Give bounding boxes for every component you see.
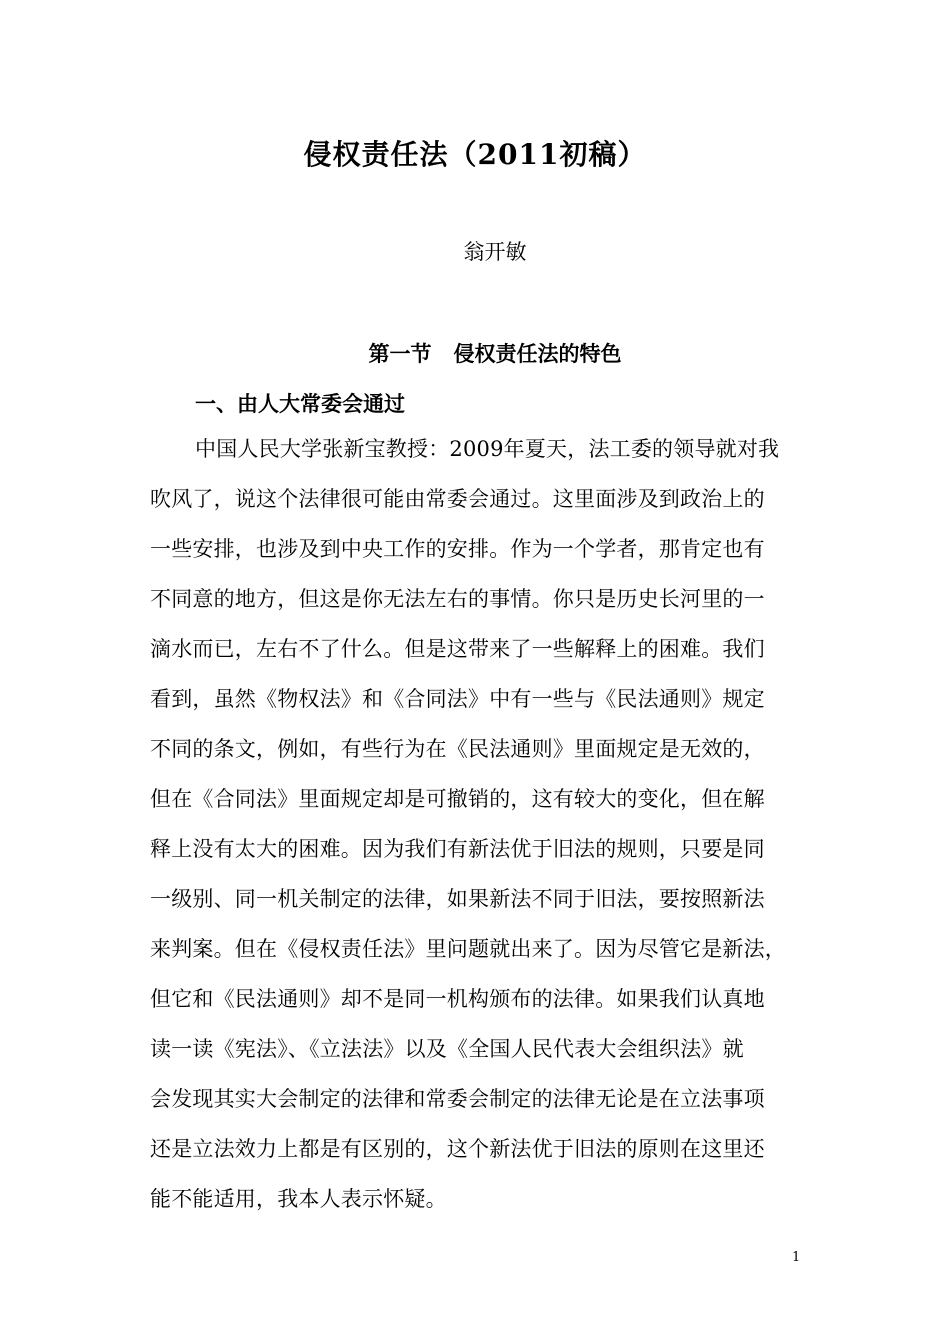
body-line: 吹风了，说这个法律很可能由常委会通过。这里面涉及到政治上的 <box>150 487 765 511</box>
body-line: 释上没有太大的困难。因为我们有新法优于旧法的规则，只要是同 <box>150 837 765 861</box>
author-name: 翁开敏 <box>463 240 527 264</box>
body-line: 滴水而已，左右不了什么。但是这带来了一些解释上的困难。我们 <box>150 637 765 661</box>
body-line: 来判案。但在《侵权责任法》里问题就出来了。因为尽管它是新法， <box>150 937 786 961</box>
document-title: 侵权责任法（2011初稿） <box>303 138 647 171</box>
body-line: 一级别、同一机关制定的法律，如果新法不同于旧法，要按照新法 <box>150 887 765 911</box>
body-line: 但在《合同法》里面规定却是可撤销的，这有较大的变化，但在解 <box>150 787 765 811</box>
body-line: 中国人民大学张新宝教授：2009年夏天，法工委的领导就对我 <box>195 437 780 461</box>
body-line: 会发现其实大会制定的法律和常委会制定的法律无论是在立法事项 <box>150 1087 765 1111</box>
body-line: 不同的条文，例如，有些行为在《民法通则》里面规定是无效的， <box>150 737 765 761</box>
page-number: 1 <box>792 1250 801 1265</box>
body-line: 不同意的地方，但这是你无法左右的事情。你只是历史长河里的一 <box>150 587 765 611</box>
body-line: 能不能适用，我本人表示怀疑。 <box>150 1187 447 1211</box>
subheading: 一、由人大常委会通过 <box>195 391 405 416</box>
section-heading: 第一节 侵权责任法的特色 <box>368 341 622 366</box>
body-line: 读一读《宪法》、《立法法》以及《全国人民代表大会组织法》就 <box>150 1037 744 1061</box>
body-paragraph <box>150 437 810 1237</box>
body-line: 看到，虽然《物权法》和《合同法》中有一些与《民法通则》规定 <box>150 687 765 711</box>
body-line: 一些安排，也涉及到中央工作的安排。作为一个学者，那肯定也有 <box>150 537 765 561</box>
body-line: 还是立法效力上都是有区别的，这个新法优于旧法的原则在这里还 <box>150 1137 765 1161</box>
body-line: 但它和《民法通则》却不是同一机构颁布的法律。如果我们认真地 <box>150 987 765 1011</box>
